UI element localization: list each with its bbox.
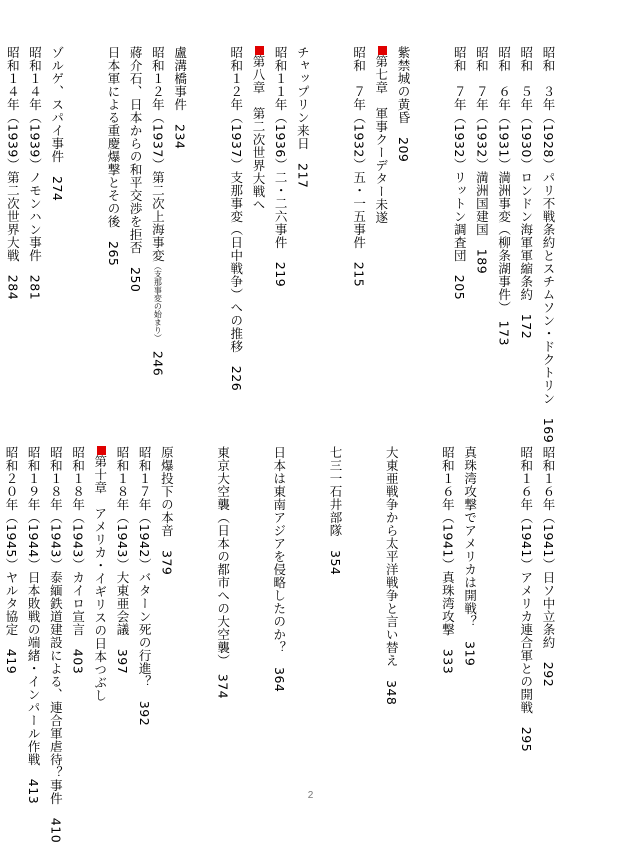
chapter-marker-icon [255, 46, 264, 55]
toc-entry: 昭和１６年（1941）日ソ中立条約 292 [541, 446, 556, 688]
toc-subentry: 紫禁城の黄昏 209 [395, 46, 411, 163]
chapter-title: 第十章 アメリカ・イギリスの日本つぶし [92, 455, 108, 702]
toc-entry: 昭和１４年（1939）ノモンハン事件 281 [27, 46, 43, 301]
toc-plain-entry: 日本軍による重慶爆撃とその後 265 [105, 46, 121, 267]
toc-plain-entry: 蔣介石、日本からの和平交渉を拒否 250 [128, 46, 144, 293]
toc-subentry: チャップリン来日 217 [295, 46, 311, 189]
chapter-heading [370, 46, 392, 391]
toc-entry-title: 昭和１２年（1937）第二次上海事変 [150, 46, 166, 262]
toc-subentry: 真珠湾攻撃でアメリカは開戦？ 319 [462, 446, 478, 667]
toc-entry: 昭和１８年（1943）カイロ宣言 403 [70, 446, 86, 675]
chapter-marker-icon [97, 446, 106, 455]
chapter-heading [0, 46, 1, 391]
toc-entry: 昭和１６年（1941）アメリカ連合軍との開戦 295 [518, 446, 534, 753]
toc-entry: 昭和１８年（1943）泰緬鉄道建設による、連合軍虐待？事件 410 [48, 446, 64, 843]
toc-subentry: ゾルゲ、スパイ事件 274 [49, 46, 65, 202]
toc-entry: 昭和１２年（1937）支那事変（日中戦争）への推移 226 [228, 46, 244, 392]
chapter-marker-icon [378, 46, 387, 55]
chapter-heading [247, 46, 269, 391]
toc-entry: 昭和 ７年（1932）リットン調査団 205 [452, 46, 468, 301]
toc-subentry: 原爆投下の本音 379 [159, 446, 175, 576]
toc-entry: 昭和１８年（1943）大東亜会議 397 [114, 446, 130, 675]
toc-entry [146, 46, 168, 391]
toc-entry: 昭和 ５年（1930）ロンドン海軍軍縮条約 172 [518, 46, 534, 340]
toc-bottom-column [0, 446, 559, 843]
toc-top-column [0, 46, 559, 444]
toc-subentry: 七三一石井部隊 354 [327, 446, 343, 576]
page-number: 2 [307, 790, 314, 801]
toc-entry: 昭和２０年（1945）ヤルタ協定 419 [3, 446, 19, 675]
toc-entry: 昭和１９年（1944）日本敗戦の端緒・インパール作戦 413 [26, 446, 42, 805]
toc-subentry: 大東亜戦争から太平洋戦争と言い替え 348 [384, 446, 400, 706]
toc-entry: 昭和 ７年（1932）五・一五事件 215 [351, 46, 367, 288]
toc-entry-page: 246 [150, 337, 166, 377]
toc-entry: 昭和 ３年（1928）パリ不戦条約とスチムソン・ドクトリン 169 [541, 46, 556, 444]
toc-entry-note: （支那事変の始まり） [153, 261, 163, 338]
toc-entry: 昭和 ７年（1932）満洲国建国 189 [474, 46, 490, 275]
toc-entry: 昭和１７年（1942）バターン死の行進？ 392 [137, 446, 153, 727]
toc-entry: 昭和 ６年（1931）満洲事変（柳条湖事件） 173 [496, 46, 512, 346]
toc-subentry: 日本は東南アジアを侵略したのか？ 364 [271, 446, 287, 693]
chapter-title: 第八章 第二次世界大戦へ [250, 55, 266, 211]
toc-subentry: 盧溝橋事件 234 [172, 46, 188, 150]
toc-subentry: 東京大空襲（日本の都市への大空襲） 374 [215, 446, 231, 700]
chapter-title: 第七章 軍事クーデター未遂 [373, 55, 389, 224]
toc-entry: 昭和１４年（1939）第二次世界大戦 284 [5, 46, 21, 301]
chapter-heading [89, 446, 111, 806]
toc-entry: 昭和１１年（1936）二・二六事件 219 [273, 46, 289, 288]
toc-entry: 昭和１６年（1941）真珠湾攻撃 333 [440, 446, 456, 675]
